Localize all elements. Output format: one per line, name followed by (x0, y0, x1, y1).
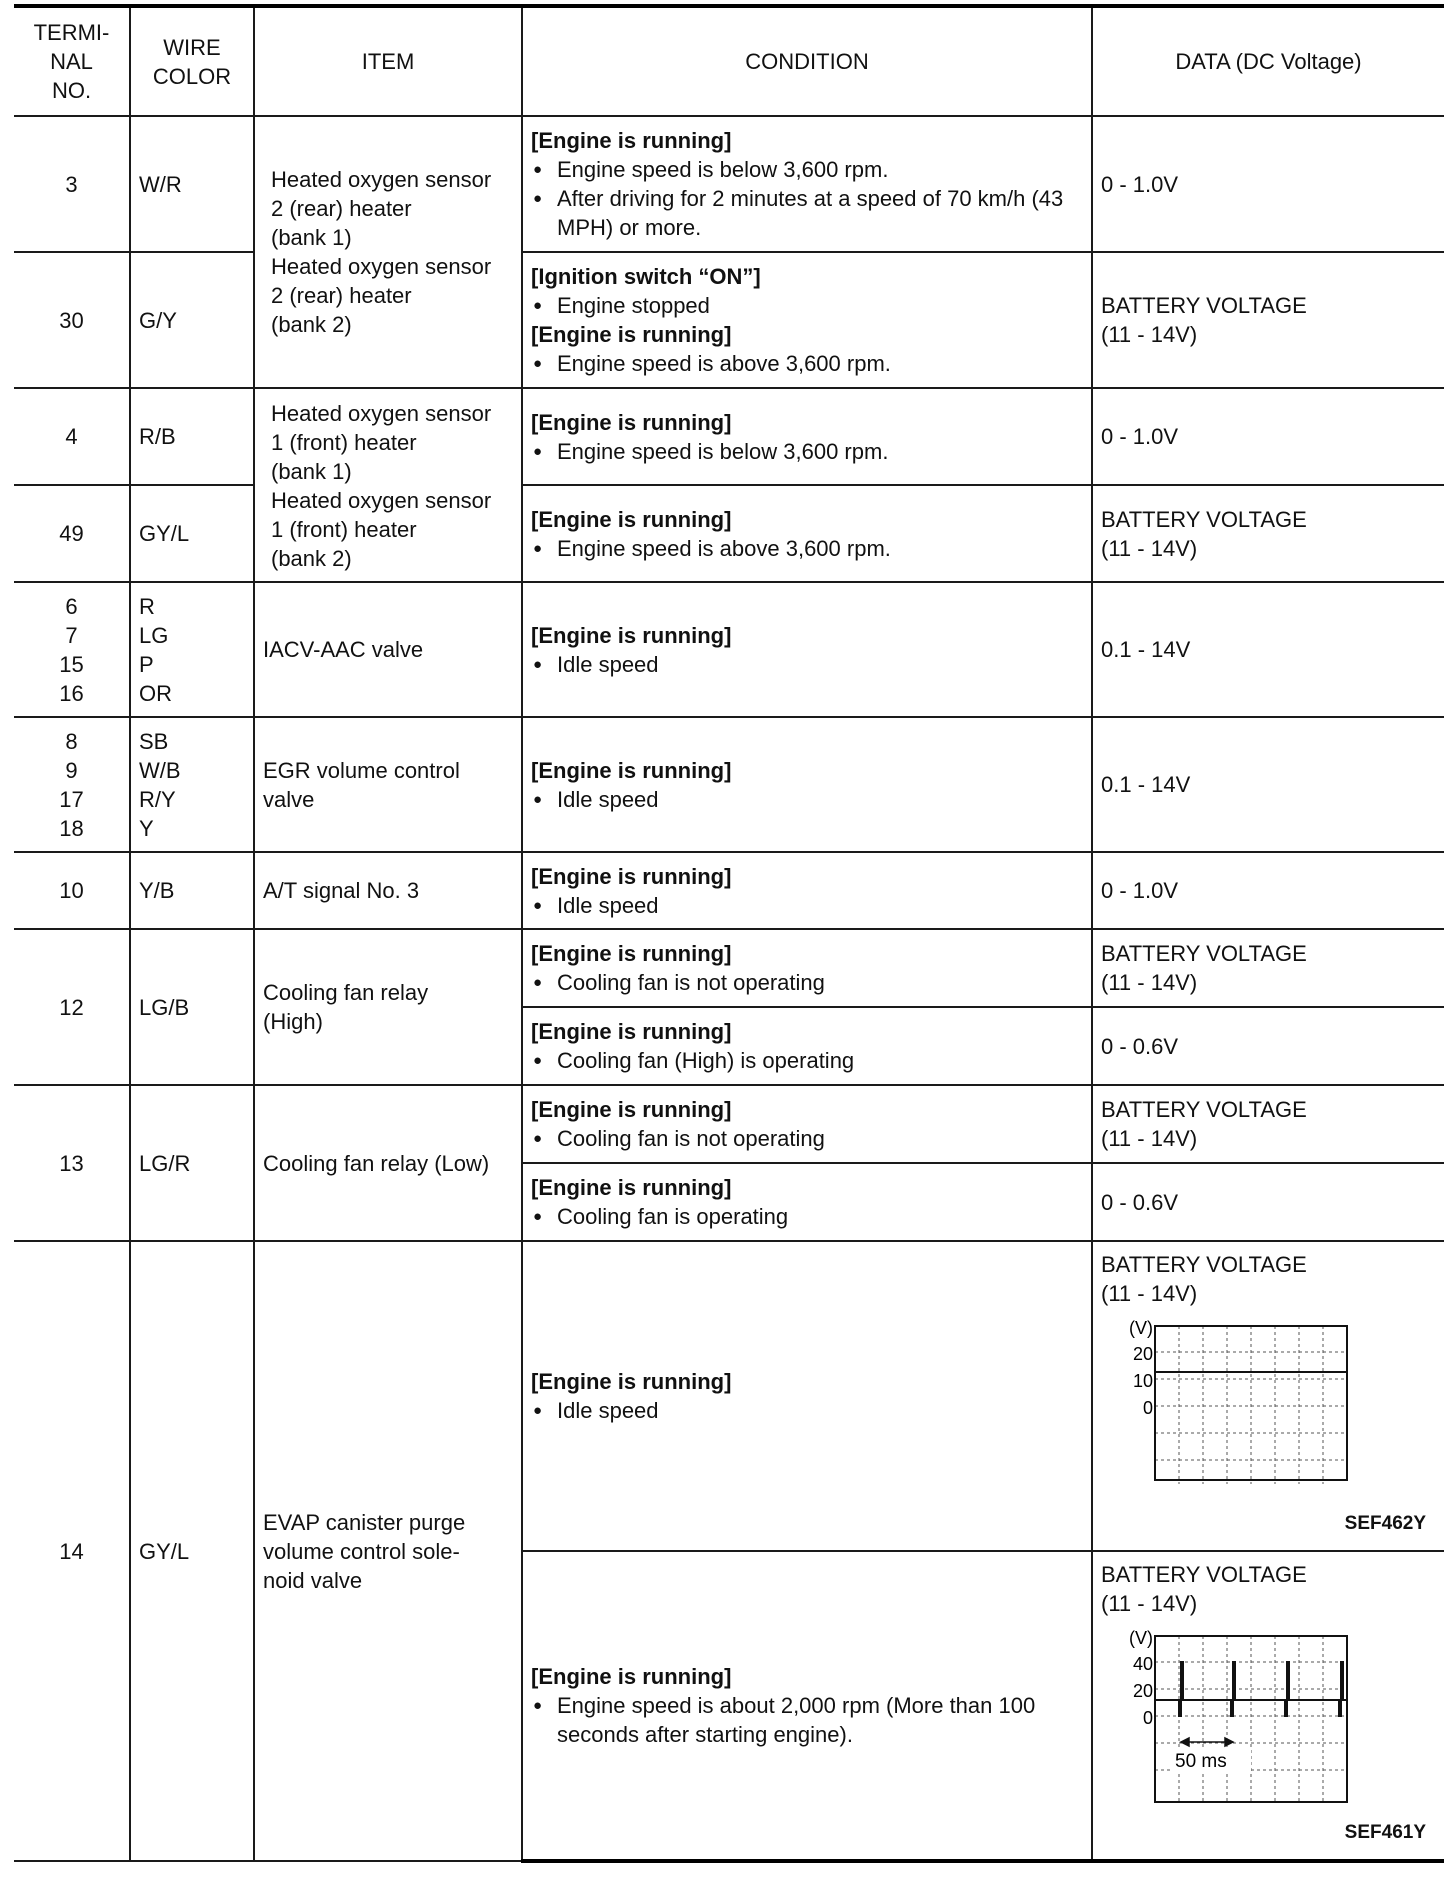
table-row (14, 388, 1444, 485)
condition-cell (522, 717, 1092, 852)
condition-cell (522, 852, 1092, 929)
item-bank2: Heated oxygen sensor 1 (front) heater (bank 2) (271, 488, 492, 571)
condition-cell (522, 388, 1092, 485)
condition-cell (522, 929, 1092, 1007)
condition-item: ● Engine stopped (531, 291, 1083, 320)
item-cell: A/T signal No. 3 (254, 852, 522, 929)
wire-color: GY/L (130, 1241, 254, 1861)
terminal-no: 4 (14, 388, 130, 485)
data-value: 0 - 1.0V (1092, 388, 1444, 485)
tick-label: 20 (1132, 1681, 1153, 1701)
item-cell (254, 388, 522, 582)
condition-item: ● Cooling fan is operating (531, 1202, 1083, 1231)
data-value: BATTERY VOLTAGE (11 - 14V) (V) 20 10 0 SEF462Y (1092, 1241, 1444, 1551)
condition-cell (522, 1551, 1092, 1861)
item-cell (254, 116, 522, 388)
terminal-no: 10 (14, 852, 130, 929)
condition-heading: [Engine is running] (531, 322, 732, 347)
condition-cell (522, 1007, 1092, 1085)
axis-unit: (V) (1129, 1318, 1153, 1338)
condition-heading: [Engine is running] (531, 1175, 732, 1200)
table-row (14, 582, 1444, 717)
condition-cell (522, 116, 1092, 252)
wire-color: LG/R (130, 1085, 254, 1241)
item-bank2: Heated oxygen sensor 2 (rear) heater (bank 2) (271, 254, 492, 337)
scope-grid (1155, 1326, 1347, 1484)
data-value: 0.1 - 14V (1092, 582, 1444, 717)
table-row (14, 485, 1444, 582)
wire-color: Y/B (130, 852, 254, 929)
item-cell: Cooling fan relay (Low) (254, 1085, 522, 1241)
header-row (14, 6, 1444, 116)
header-data: DATA (DC Voltage) (1092, 6, 1444, 116)
table-row (14, 1085, 1444, 1163)
condition-heading: [Engine is running] (531, 863, 732, 889)
header-terminal: TERMI- NAL NO. (14, 6, 130, 116)
condition-item: ● Cooling fan is not operating (531, 1124, 1083, 1153)
header-condition: CONDITION (522, 6, 1092, 116)
data-value: 0 - 1.0V (1092, 116, 1444, 252)
condition-heading: [Engine is running] (531, 506, 732, 532)
wire-color: W/R (130, 116, 254, 252)
data-value: BATTERY VOLTAGE (11 - 14V) (1092, 1085, 1444, 1163)
condition-heading: [Ignition switch “ON”] (531, 264, 761, 289)
condition-item: ● Engine speed is above 3,600 rpm. (531, 349, 1083, 378)
data-value: 0.1 - 14V (1092, 717, 1444, 852)
terminal-no: 49 (14, 485, 130, 582)
condition-heading: [Engine is running] (531, 622, 732, 648)
data-value: 0 - 0.6V (1092, 1163, 1444, 1241)
table-row (14, 116, 1444, 252)
terminal-no: 3 (14, 116, 130, 252)
condition-cell (522, 485, 1092, 582)
terminal-no: 13 (14, 1085, 130, 1241)
wire-color: GY/L (130, 485, 254, 582)
condition-heading: [Engine is running] (531, 1019, 732, 1044)
condition-heading: [Engine is running] (531, 1369, 732, 1394)
header-wire-color: WIRE COLOR (130, 6, 254, 116)
condition-heading: [Engine is running] (531, 128, 732, 153)
condition-item: ● Idle speed (531, 785, 1083, 814)
tick-label: 20 (1132, 1344, 1153, 1364)
figure-code: SEF462Y (1344, 1513, 1426, 1534)
wire-color: R/B (130, 388, 254, 485)
waveform-figure-idle (1101, 1314, 1361, 1484)
tick-label: 0 (1142, 1708, 1153, 1728)
condition-item: ● Idle speed (531, 891, 1083, 920)
data-value: 0 - 0.6V (1092, 1007, 1444, 1085)
table-row (14, 252, 1444, 388)
condition-cell (522, 252, 1092, 388)
tick-label: 40 (1132, 1654, 1153, 1674)
wire-color: R LG P OR (130, 582, 254, 717)
figure-code: SEF461Y (1344, 1822, 1426, 1843)
table-row (14, 717, 1444, 852)
item-bank1: Heated oxygen sensor 2 (rear) heater (bank 1) (271, 167, 492, 250)
header-item: ITEM (254, 6, 522, 116)
data-value: 0 - 1.0V (1092, 852, 1444, 929)
table-row (14, 1241, 1444, 1551)
condition-item: ● Idle speed (531, 650, 1083, 679)
condition-heading: [Engine is running] (531, 1097, 732, 1122)
wire-color: LG/B (130, 929, 254, 1085)
condition-cell (522, 1241, 1092, 1551)
condition-item: ● Cooling fan (High) is operating (531, 1046, 1083, 1075)
item-cell: Cooling fan relay (High) (254, 929, 522, 1085)
item-cell: EVAP canister purge volume control sole- noid valve (254, 1241, 522, 1861)
terminal-no: 12 (14, 929, 130, 1085)
condition-cell (522, 1085, 1092, 1163)
terminal-no: 30 (14, 252, 130, 388)
condition-item: ● Idle speed (531, 1396, 1083, 1425)
axis-unit: (V) (1129, 1628, 1153, 1648)
condition-item: ● Engine speed is below 3,600 rpm. (531, 155, 1083, 184)
data-value: BATTERY VOLTAGE (11 - 14V) (V) 40 20 0 50 ms SEF461Y (1092, 1551, 1444, 1861)
condition-cell (522, 582, 1092, 717)
condition-item: ● After driving for 2 minutes at a speed of 70 km/h (43 MPH) or more. (531, 184, 1083, 242)
condition-heading: [Engine is running] (531, 409, 732, 435)
data-value: BATTERY VOLTAGE (11 - 14V) (1092, 252, 1444, 388)
timebase-marker (1181, 1738, 1233, 1746)
terminal-no: 14 (14, 1241, 130, 1861)
condition-item: ● Engine speed is about 2,000 rpm (More than 100 seconds after starting engine). (531, 1691, 1083, 1749)
condition-item: ● Engine speed is below 3,600 rpm. (531, 437, 1083, 466)
data-value: BATTERY VOLTAGE (11 - 14V) (1092, 929, 1444, 1007)
scope-grid (1155, 1636, 1347, 1802)
condition-cell (522, 1163, 1092, 1241)
condition-item: ● Engine speed is above 3,600 rpm. (531, 534, 1083, 563)
wire-color: G/Y (130, 252, 254, 388)
item-bank1: Heated oxygen sensor 1 (front) heater (bank 1) (271, 401, 492, 484)
condition-item: ● Cooling fan is not operating (531, 968, 1083, 997)
terminal-no: 8 9 17 18 (14, 717, 130, 852)
item-cell: IACV-AAC valve (254, 582, 522, 717)
waveform-figure-2000rpm (1101, 1624, 1361, 1804)
table-row (14, 929, 1444, 1007)
condition-heading: [Engine is running] (531, 1664, 732, 1689)
tick-label: 10 (1132, 1371, 1153, 1391)
tick-label: 0 (1142, 1398, 1153, 1418)
condition-heading: [Engine is running] (531, 757, 732, 783)
condition-list (531, 155, 1083, 242)
table-row (14, 852, 1444, 929)
terminal-no: 6 7 15 16 (14, 582, 130, 717)
wire-color: SB W/B R/Y Y (130, 717, 254, 852)
terminal-spec-table (14, 4, 1444, 1863)
data-value: BATTERY VOLTAGE (11 - 14V) (1092, 485, 1444, 582)
timebase-label: 50 ms (1175, 1751, 1227, 1772)
scope-frame (1155, 1326, 1347, 1480)
item-cell: EGR volume control valve (254, 717, 522, 852)
condition-heading: [Engine is running] (531, 941, 732, 966)
